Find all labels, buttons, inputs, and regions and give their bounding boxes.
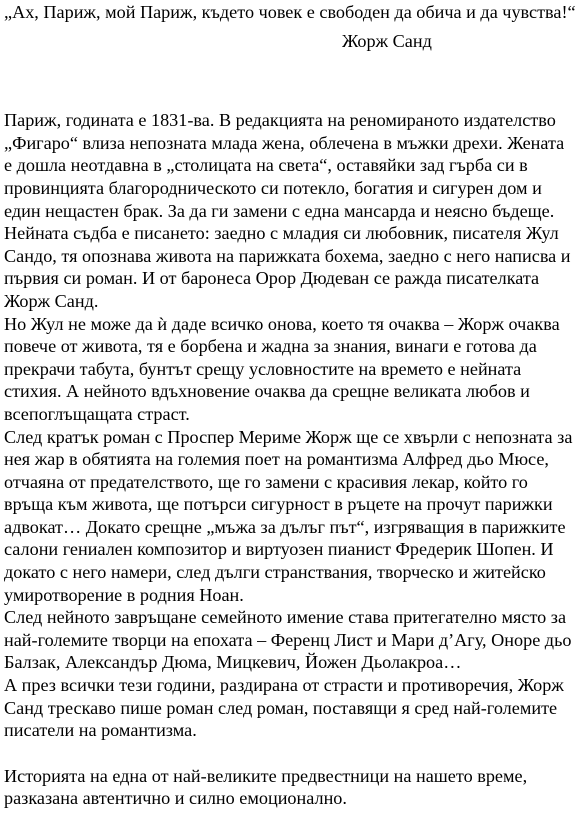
body-paragraph: А през всички тези години, раздирана от страсти и противоречия, Жорж Санд трескаво пише роман след роман, поставящи я сред най-големите писатели на романтизма. bbox=[4, 675, 564, 741]
body-paragraph: Но Жул не може да ѝ даде всичко онова, което тя очаква – Жорж очаква повече от живота, тя е борбена и жадна за знания, винаги е готова да прекрачи табута, бунтът срещу условностите на времето е нейната стихия. А нейното вдъхновение очаква да срещне великата любов и всепоглъщащата страст. bbox=[4, 313, 560, 424]
closing-paragraph: Историята на една от най-великите предвестници на нашето време, разказана автентично и силно емоционално. bbox=[4, 765, 528, 809]
body-paragraph: След нейното завръщане семейното имение става притегателно място за най-големите творци на епохата – Ференц Лист и Мари д’Агу, Оноре дьо Балзак, Александър Дюма, Мицкевич, Йожен Дьолакроа… bbox=[4, 607, 572, 673]
epigraph-quote: „Ах, Париж, мой Париж, където човек е свободен да обича и да чувства!“ bbox=[4, 2, 576, 22]
body-paragraph: Париж, годината е 1831-ва. В редакцията на реномираното издателство „Фигаро“ влиза непозната млада жена, облечена в мъжки дрехи. Жената е дошла неотдавна в „столицата на света“, оставяйки зад гърба си в провинцията благородническото си потекло, богатия и сигурен дом и един нещастен брак. За да ги замени с една мансарда и неясно бъдеще. Нейната съдба е писането: заедно с младия си любовник, писателя Жул Сандо, тя опознава живота на парижката бохема, заедно с него написва и първия си роман. И от баронеса Орор Дюдеван се ражда писателката Жорж Санд. bbox=[4, 110, 571, 311]
spacer bbox=[4, 742, 576, 765]
spacer bbox=[4, 52, 576, 109]
body-paragraph: След кратък роман с Проспер Мериме Жорж ще се хвърли с непозната за нея жар в обятията на големия поет на романтизма Алфред дьо Мюсе, отчаяна от предателството, ще го замени с красивия лекар, който го връща към живота, ще потърси сигурност в ръцете на прочут парижки адвокат… Докато срещне „мъжа за дълъг път“, изгряващия в парижките салони гениален композитор и виртуозен пианист Фредерик Шопен. И докато с него намери, след дълги странствания, творческо и житейско умиротворение в родния Ноан. bbox=[4, 426, 573, 605]
epigraph-author: Жорж Санд bbox=[342, 30, 432, 51]
